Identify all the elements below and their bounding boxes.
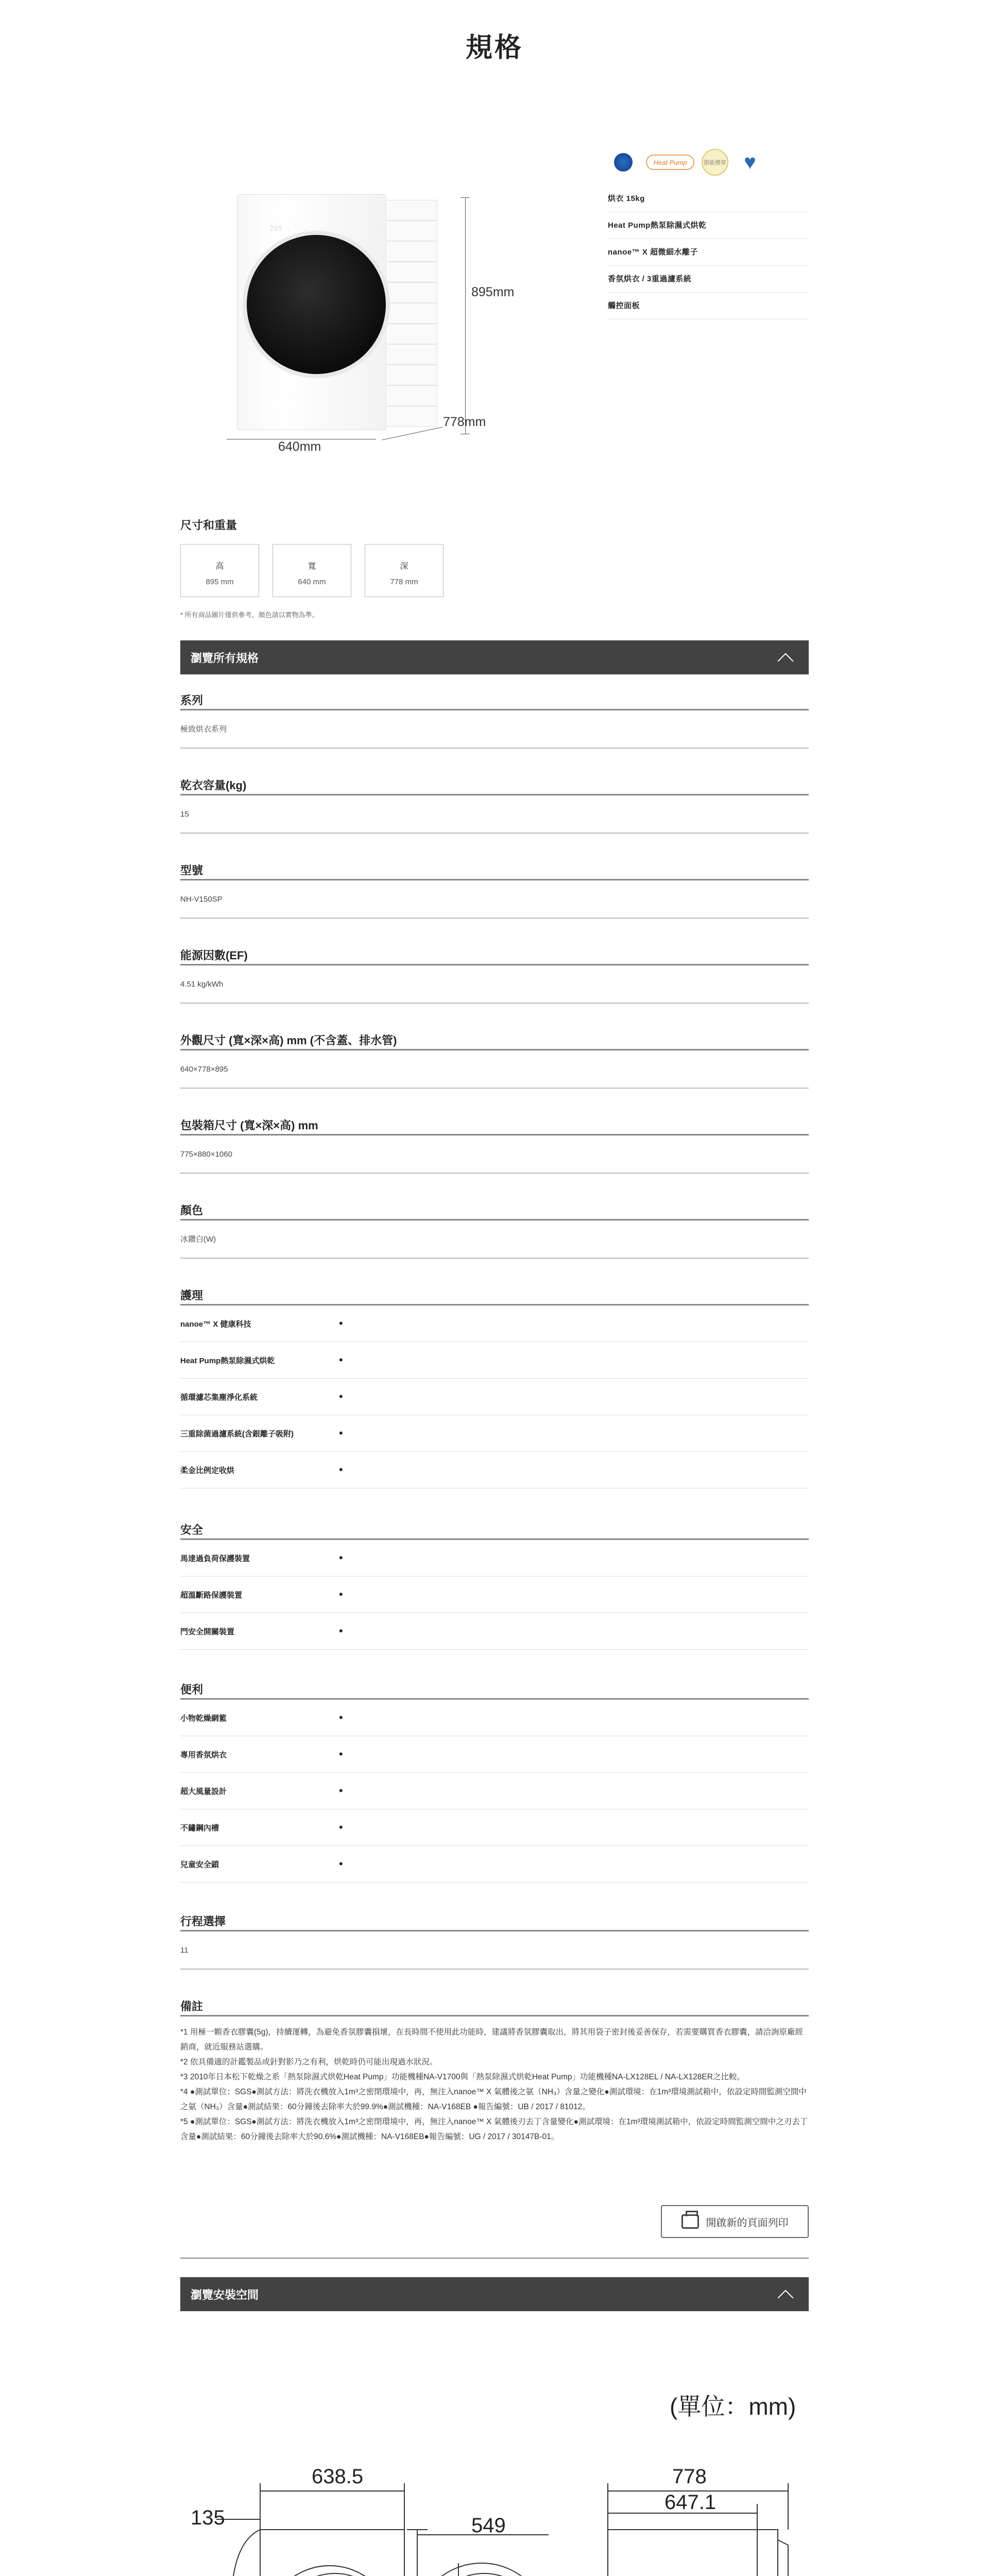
specs-accordion-header[interactable] — [180, 640, 809, 674]
check-dot-icon: • — [339, 1784, 343, 1797]
check-dot-icon: • — [339, 1624, 343, 1637]
installation-diagram — [180, 2452, 809, 2576]
remark-line: *5 ●測試單位：SGS●測試方法：將洗衣機放入1m³之密閉環境中，再，無注入nanoe™ X 氣體後刃去丁含量變化●測試環境：在1m³環境測試箱中，依設定時間監測空間中之刃去丁含量●測試結果：60分鐘後去除率大於90.6%●測試機種：NA-V168EB●報告編號：UG / 2017 / 30147B-01。 — [180, 2117, 808, 2141]
check-dot-icon: • — [339, 1317, 343, 1330]
divider — [180, 2258, 809, 2259]
spec-title: 型號 — [180, 858, 809, 880]
spec-row-label: 三重除菌過濾系統(含銀離子吸附) — [180, 1428, 339, 1439]
unit-label: (單位：mm) — [670, 2393, 796, 2420]
certification-logos — [608, 148, 809, 176]
spec-value: 4.51 kg/kWh — [180, 965, 809, 1004]
width-label: 640mm — [278, 439, 321, 454]
spec-value: 11 — [180, 1931, 809, 1970]
install-accordion-title: 瀏覽安裝空間 — [191, 2288, 259, 2301]
spec-row — [180, 1846, 809, 1883]
size-value: 640 mm — [298, 578, 326, 586]
spec-title: 護理 — [180, 1283, 809, 1306]
spec-color — [180, 1198, 809, 1259]
spec-programs — [180, 1909, 809, 1970]
spec-remarks — [180, 1994, 809, 2144]
install-accordion-header[interactable] — [180, 2277, 809, 2311]
spec-title: 便利 — [180, 1677, 809, 1700]
spec-title: 能源因數(EF) — [180, 943, 809, 965]
check-dot-icon: • — [339, 1857, 343, 1870]
size-key: 深 — [400, 562, 408, 571]
check-dot-icon: • — [339, 1427, 343, 1439]
spec-title: 備註 — [180, 1994, 809, 2016]
page-title: 規格 — [465, 33, 523, 63]
spec-title: 乾衣容量(kg) — [180, 773, 809, 795]
spec-row-label: 兒童安全鎖 — [180, 1859, 339, 1870]
spec-title: 顏色 — [180, 1198, 809, 1221]
door-swing-arc — [231, 2530, 260, 2576]
check-dot-icon: • — [339, 1748, 343, 1760]
check-dot-icon: • — [339, 1353, 343, 1366]
nanoe-logo-icon — [608, 148, 639, 176]
depth-dimension-line — [382, 427, 442, 440]
care-heart-logo-icon: ♥ — [744, 150, 756, 174]
spec-value: 冰鑽白(W) — [180, 1221, 809, 1259]
spec-row — [180, 1613, 809, 1650]
size-value: 895 mm — [206, 578, 234, 586]
dryer-display: 205 . . . — [269, 225, 309, 233]
spec-row — [180, 1342, 809, 1379]
spec-row-label: 馬達過負荷保護裝置 — [180, 1553, 339, 1564]
dim-total-depth: 778 — [672, 2465, 707, 2488]
chevron-up-icon[interactable] — [777, 653, 793, 669]
spec-series — [180, 688, 809, 749]
spec-title: 包裝箱尺寸 (寬×深×高) mm — [180, 1113, 809, 1136]
remark-line: *3 2010年日本松下乾燥之系「熱泵除濕式烘乾Heat Pump」功能機種NA-V1700與「熱泵除濕式烘乾Heat Pump」功能機種NA-LX128EL / NA-LX128ER之比較。 — [180, 2073, 745, 2081]
remark-line: *1 用極一顆香衣膠囊(5g)，持續運轉，為避免香氛膠囊損壞，在長時間不使用此功能時，建議將香氛膠囊取出，將其用袋子密封後妥善保存，若需要購買香衣膠囊，請洽詢原廠經銷商，就近服務站選購。 — [180, 2028, 804, 2052]
door-view-outer — [415, 2563, 549, 2576]
spec-row-label: 門安全開關裝置 — [180, 1626, 339, 1637]
spec-package — [180, 1113, 809, 1174]
spec-dimensions — [180, 1028, 809, 1089]
chevron-up-icon[interactable] — [777, 2290, 793, 2306]
dim-front-width: 638.5 — [312, 2465, 364, 2488]
spec-row — [180, 1452, 809, 1488]
spec-value: 640×778×895 — [180, 1050, 809, 1089]
print-button[interactable] — [661, 2205, 809, 2238]
spec-row-label: Heat Pump熱泵除濕式烘乾 — [180, 1355, 339, 1366]
spec-value: NH-V150SP — [180, 880, 809, 919]
dryer-illustration — [237, 194, 386, 430]
size-note: * 所有商品圖片僅供參考，顏色請以實物為準。 — [180, 611, 319, 619]
height-dimension-line — [465, 197, 466, 434]
feature-item: 觸控面板 — [608, 293, 809, 319]
spec-row — [180, 1700, 809, 1736]
spec-row — [180, 1577, 809, 1613]
spec-row — [180, 1809, 809, 1846]
remark-line: *4 ●測試單位：SGS●測試方法：將洗衣機放入1m³之密閉環境中，再，無注入nanoe™ X 氣體後之氨（NH₃）含量之變化●測試環境：在1m³環境測試箱中，依設定時間監測空間中之氨（NH₃）含量●測試結果：60分鐘後去除率大於99.9%●測試機種：NA-V168EB ●報告編號：UB / 2017 / 81012。 — [180, 2088, 807, 2111]
remarks-notes — [180, 2016, 809, 2144]
spec-value: 15 — [180, 795, 809, 834]
size-key: 高 — [215, 562, 224, 571]
spec-row — [180, 1415, 809, 1452]
spec-row-label: 超大風量設計 — [180, 1786, 339, 1797]
depth-label: 778mm — [443, 415, 486, 429]
height-label: 895mm — [471, 285, 515, 299]
front-view-body — [260, 2530, 404, 2576]
printer-icon — [681, 2214, 699, 2229]
check-dot-icon: • — [339, 1390, 343, 1403]
size-box-depth — [365, 544, 444, 597]
heat-pump-logo-icon: Heat Pump — [646, 155, 694, 170]
spec-value: 775×880×1060 — [180, 1136, 809, 1174]
spec-capacity — [180, 773, 809, 834]
spec-safety — [180, 1517, 809, 1650]
spec-model — [180, 858, 809, 919]
check-dot-icon: • — [339, 1821, 343, 1834]
size-box-height — [180, 544, 259, 597]
spec-row — [180, 1736, 809, 1773]
spec-row-label: nanoe™ X 健康科技 — [180, 1318, 339, 1329]
specs-accordion-title: 瀏覽所有規格 — [191, 651, 259, 665]
size-boxes — [180, 544, 444, 597]
product-image — [227, 188, 556, 461]
spec-title: 系列 — [180, 688, 809, 710]
spec-title: 行程選擇 — [180, 1909, 809, 1931]
spec-row — [180, 1379, 809, 1415]
size-value: 778 mm — [390, 578, 418, 586]
gold-label-logo-icon: 節能標章 — [702, 149, 728, 176]
spec-row — [180, 1773, 809, 1809]
spec-row-label: 專用香氛烘衣 — [180, 1749, 339, 1760]
feature-item: 烘衣 15kg — [608, 185, 809, 212]
spec-row-label: 不鏽鋼內槽 — [180, 1822, 339, 1833]
check-dot-icon: • — [339, 1463, 343, 1476]
size-box-width — [272, 544, 351, 597]
check-dot-icon: • — [339, 1711, 343, 1724]
spec-row-label: 超溫斷路保護裝置 — [180, 1589, 339, 1600]
remark-line: *2 依具備適的計鑑製品或針對影乃之有利，烘乾時仍可能出現過水狀況。 — [180, 2058, 438, 2066]
spec-title: 外觀尺寸 (寬×深×高) mm (不含蓋、排水管) — [180, 1028, 809, 1050]
spec-row-label: 循環濾芯集塵淨化系統 — [180, 1392, 339, 1402]
dim-door-open: 549 — [471, 2514, 506, 2537]
dryer-door — [247, 235, 386, 374]
feature-list — [608, 148, 809, 319]
spec-value: 極致烘衣系列 — [180, 710, 809, 749]
dim-body-depth: 647.1 — [664, 2491, 717, 2514]
front-view-door — [265, 2566, 394, 2576]
print-button-label: 開啟新的頁面列印 — [706, 2217, 789, 2229]
spec-title: 安全 — [180, 1517, 809, 1540]
feature-item: 香氛烘衣 / 3重過濾系統 — [608, 266, 809, 293]
spec-energy — [180, 943, 809, 1004]
feature-item: Heat Pump熱泵除濕式烘乾 — [608, 212, 809, 239]
spec-row-label: 柔金比例定收烘 — [180, 1465, 339, 1476]
dim-side-gap: 135 — [191, 2506, 225, 2529]
spec-row — [180, 1540, 809, 1577]
check-dot-icon: • — [339, 1588, 343, 1601]
dryer-side-panel — [387, 200, 437, 427]
side-view-body — [608, 2530, 778, 2576]
spec-convenience — [180, 1677, 809, 1883]
spec-care — [180, 1283, 809, 1488]
spec-row — [180, 1306, 809, 1342]
spec-row-label: 小物乾燥網籃 — [180, 1713, 339, 1723]
size-key: 寬 — [308, 562, 316, 571]
feature-item: nanoe™ X 超微細水離子 — [608, 239, 809, 266]
check-dot-icon: • — [339, 1551, 343, 1564]
size-section-title: 尺寸和重量 — [180, 519, 237, 532]
